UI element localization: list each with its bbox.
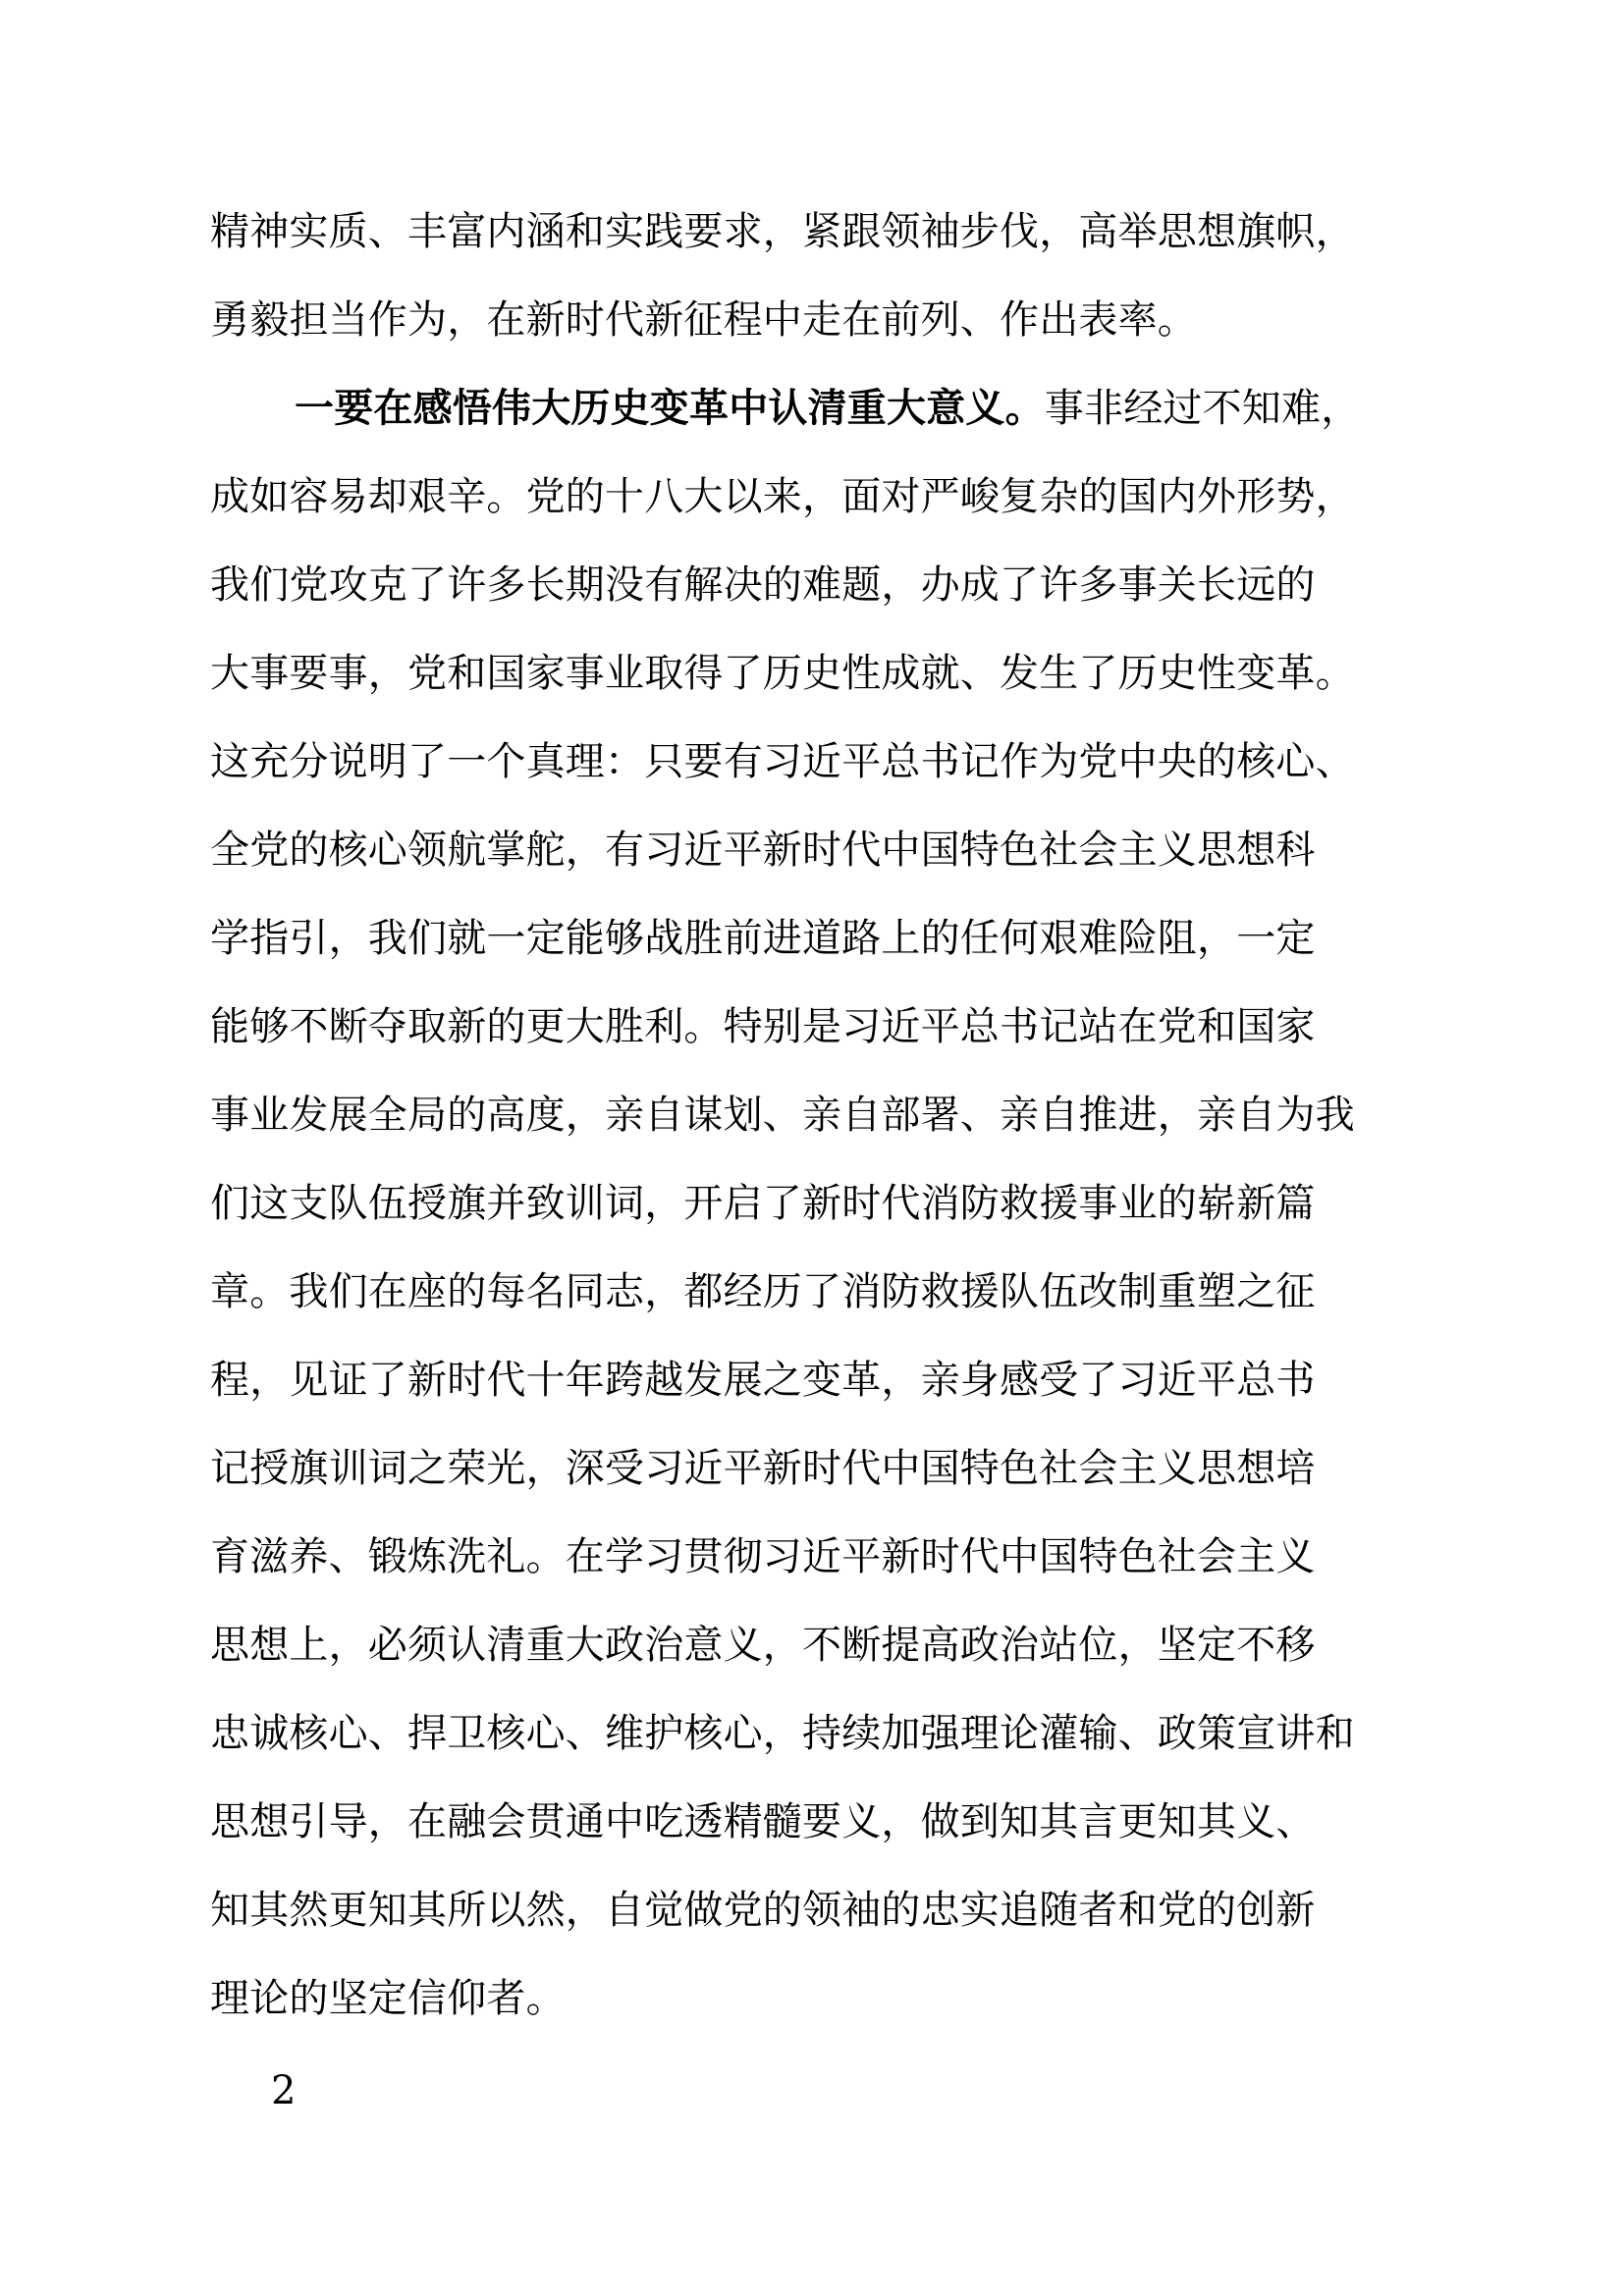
text-line: 能够不断夺取新的更大胜利。特别是习近平总书记站在党和国家: [210, 1004, 1316, 1049]
text-line: 章。我们在座的每名同志，都经历了消防救援队伍改制重塑之征: [210, 1269, 1316, 1314]
text-line: 们这支队伍授旗并致训词，开启了新时代消防救援事业的崭新篇: [210, 1181, 1316, 1226]
text-line: 我们党攻克了许多长期没有解决的难题，办成了许多事关长远的: [210, 562, 1316, 608]
text-line: 育滋养、锻炼洗礼。在学习贯彻习近平新时代中国特色社会主义: [210, 1534, 1316, 1579]
text-line: 知其然更知其所以然，自觉做党的领袖的忠实追随者和党的创新: [210, 1888, 1316, 1933]
text-line: 成如容易却艰辛。党的十八大以来，面对严峻复杂的国内外形势，: [210, 474, 1355, 519]
text-line: 理论的坚定信仰者。: [210, 1976, 566, 2021]
text-line: 精神实质、丰富内涵和实践要求，紧跟领袖步伐，高举思想旗帜，: [210, 209, 1355, 254]
text-line: 学指引，我们就一定能够战胜前进道路上的任何艰难险阻，一定: [210, 916, 1316, 961]
paragraph-first-line: [295, 379, 1512, 438]
text-line: 程，见证了新时代十年跨越发展之变革，亲身感受了习近平总书: [210, 1358, 1316, 1403]
text-line: 这充分说明了一个真理：只要有习近平总书记作为党中央的核心、: [210, 739, 1355, 784]
text-line: 忠诚核心、捍卫核心、维护核心，持续加强理论灌输、政策宣讲和: [210, 1711, 1355, 1756]
paragraph-heading: 一要在感悟伟大历史变革中认清重大意义。: [295, 386, 1045, 431]
page-number: 2: [271, 2068, 297, 2113]
text-line: 事业发展全局的高度，亲自谋划、亲自部署、亲自推进，亲自为我: [210, 1093, 1355, 1138]
text-line: 记授旗训词之荣光，深受习近平新时代中国特色社会主义思想培: [210, 1446, 1316, 1491]
text-line: 思想上，必须认清重大政治意义，不断提高政治站位，坚定不移: [210, 1623, 1316, 1668]
text-line: 大事要事，党和国家事业取得了历史性成就、发生了历史性变革。: [210, 651, 1355, 696]
text-span: 事非经过不知难，: [1044, 386, 1361, 431]
text-line: 思想引导，在融会贯通中吃透精髓要义，做到知其言更知其义、: [210, 1799, 1316, 1844]
text-line: 勇毅担当作为，在新时代新征程中走在前列、作出表率。: [210, 297, 1197, 343]
text-line: 全党的核心领航掌舵，有习近平新时代中国特色社会主义思想科: [210, 828, 1316, 873]
